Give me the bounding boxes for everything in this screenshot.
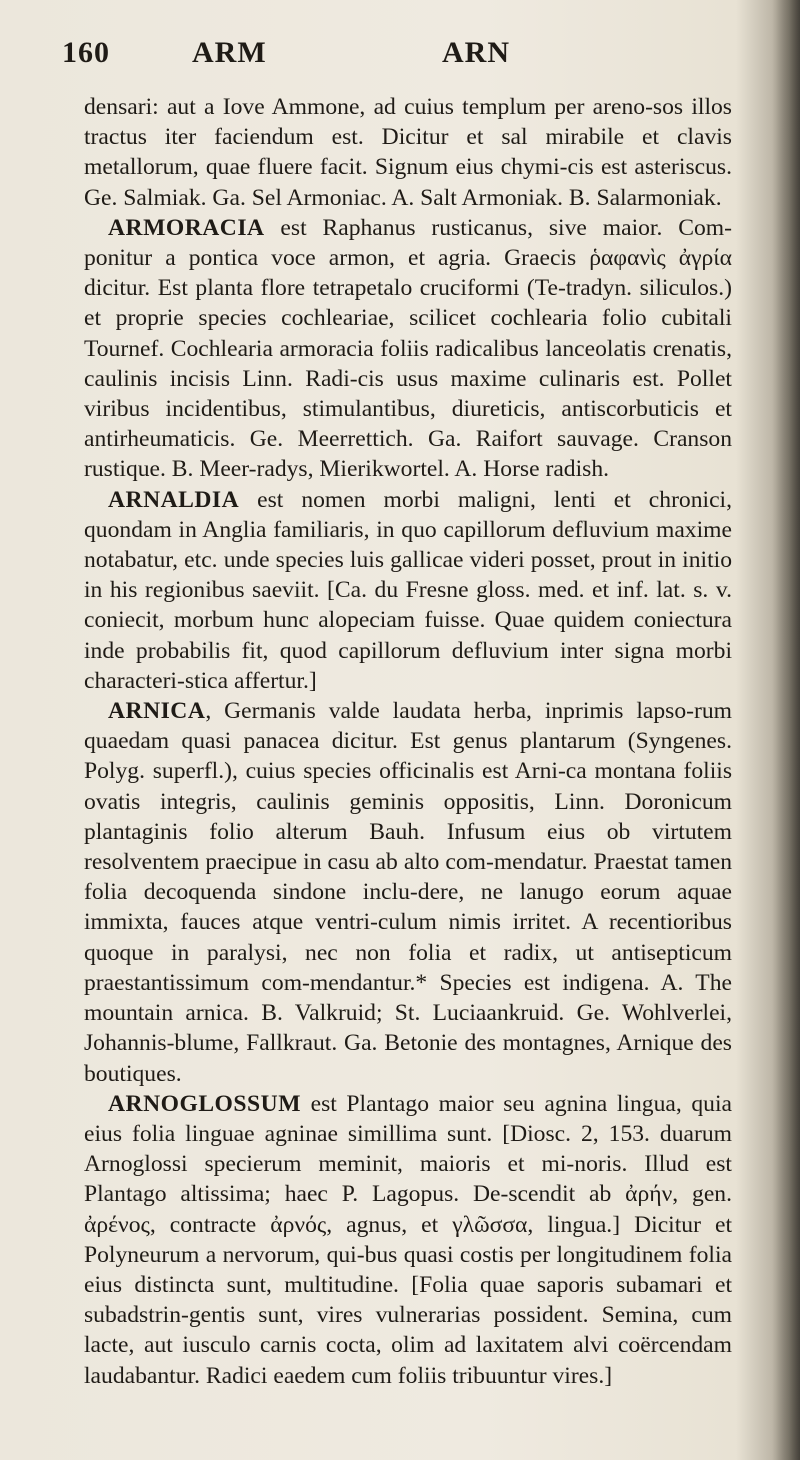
- dictionary-text: [84, 92, 732, 1391]
- entry-text: est Raphanus rusticanus, sive maior. Com-ponitur a pontica voce armon, et agria. Graecis ῥαφανὶς ἀγρία dicitur. Est planta flore tetrapetalo cruciformi (Te-tradyn. siliculos.) et proprie species cochleariae, scilicet cochlearia folio cubitali Tournef. Cochlearia armoracia foliis radicalibus lanceolatis crenatis, caulinis incisis Linn. Radi-cis usus maxime culinaris est. Pollet viribus incidentibus, stimulantibus, diureticis, antiscorbuticis et antirheumaticis. Ge. Meerrettich. Ga. Raifort sauvage. Cranson rustique. B. Meer-radys, Mierikwortel. A. Horse radish.: [84, 214, 732, 483]
- entry-text: , Germanis valde laudata herba, inprimis lapso-rum quaedam quasi panacea dicitur. Est genus plantarum (Syngenes. Polyg. superfl.), cuius species officinalis est Arni-ca montana foliis ovatis integris, caulinis geminis oppositis, Linn. Doronicum plantaginis folio alterum Bauh. Infusum eius ob virtutem resolventem praecipue in casu ab alto com-mendatur. Praestat tamen folia decoquenda sindone inclu-dere, ne lanugo eorum aquae immixta, fauces atque ventri-culum nimis irritet. A recentioribus quoque in paralysi, nec non folia et radix, ut antisepticum praestantissimum com-mendantur.* Species est indigena. A. The mountain arnica. B. Valkruid; St. Luciaankruid. Ge. Wohlverlei, Johannis-blume, Fallkraut. Ga. Betonie des montagnes, Arnique des boutiques.: [84, 698, 732, 1087]
- page-binding-shadow: [772, 0, 800, 1460]
- running-head-right: ARN: [442, 36, 510, 69]
- entry-lemma: ARNICA: [108, 698, 206, 725]
- entry-armoracia: [84, 213, 732, 485]
- running-header: [62, 36, 742, 70]
- entry-text: est Plantago maior seu agnina lingua, quia eius folia linguae agninae simillima sunt. [Diosc. 2, 153. duarum Arnoglossi specierum meminit, maioris et mi-noris. Illud est Plantago altissima; haec P. Lagopus. De-scendit ab ἀρήν, gen. ἀρένος, contracte ἀρνός, agnus, et γλῶσσα, lingua.] Dicitur et Polyneurum a nervorum, qui-bus quasi costis per longitudinem folia eius distincta sunt, multitudine. [Folia quae saporis subamari et subadstrin-gentis sunt, vires vulnerarias possident. Semina, cum lacte, aut iusculo carnis cocta, olim ad laxitatem alvi coërcendam laudabantur. Radici eaedem cum foliis tribuuntur vires.]: [84, 1090, 732, 1389]
- entry-lemma: ARNOGLOSSUM: [108, 1090, 301, 1117]
- entry-text: densari: aut a Iove Ammone, ad cuius templum per areno-sos illos tractus iter faciendum est. Dicitur et sal mirabile et clavis metallorum, quae fluere facit. Signum eius chymi-cis est asteriscus. Ge. Salmiak. Ga. Sel Armoniac. A. Salt Armoniak. B. Salarmoniak.: [84, 94, 732, 211]
- entry-text: est nomen morbi maligni, lenti et chronici, quondam in Anglia familiaris, in quo capillorum defluvium maxime notabatur, etc. unde species luis gallicae videri posset, prout in initio in his regionibus saeviit. [Ca. du Fresne gloss. med. et inf. lat. s. v. coniecit, morbum hunc alopeciam fuisse. Quae quidem coniectura inde probabilis fit, quod capillorum defluvium inter signa morbi characteri-stica affertur.]: [84, 486, 732, 694]
- entry-arnica: [84, 696, 732, 1089]
- entry-lemma: ARMORACIA: [108, 214, 265, 241]
- entry-arnaldia: [84, 485, 732, 696]
- entry-arnoglossum: [84, 1089, 732, 1391]
- page-number: 160: [62, 36, 110, 69]
- running-head-left: ARM: [192, 36, 267, 69]
- entry-continuation: [84, 92, 732, 213]
- entry-lemma: ARNALDIA: [108, 486, 240, 513]
